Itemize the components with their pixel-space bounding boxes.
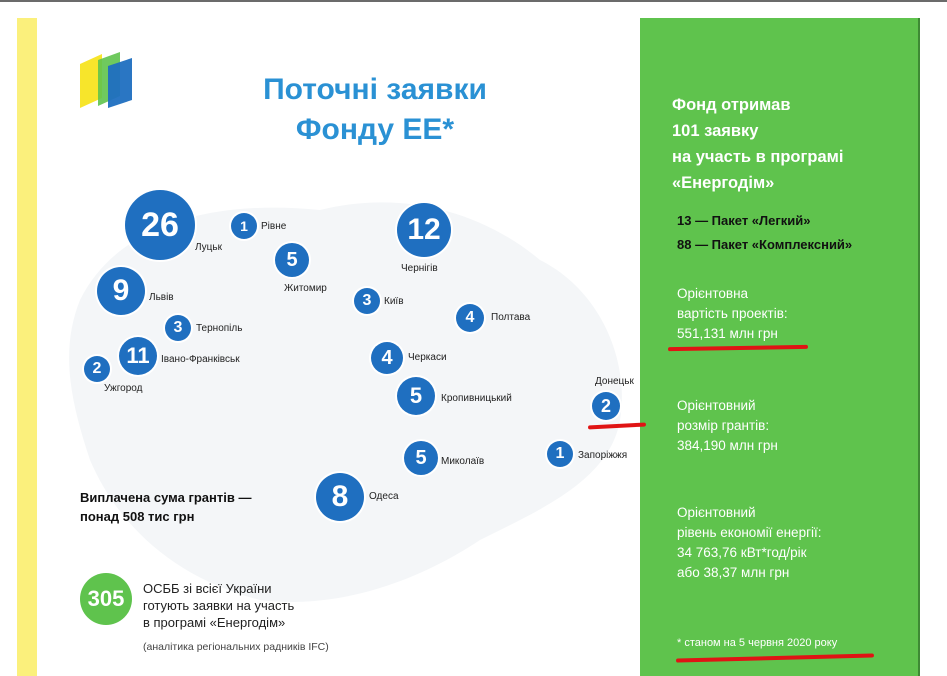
- panel-head-line-2: 101 заявку: [672, 122, 759, 140]
- osbb-text: [143, 580, 294, 631]
- grant-line-2: розмір грантів:: [677, 418, 770, 433]
- pack-light: 13 — Пакет «Легкий»: [677, 213, 811, 228]
- cost-line-1: Орієнтовна: [677, 286, 749, 301]
- city-count-uzhhorod: 2: [84, 356, 110, 382]
- city-label-lviv: Львів: [149, 292, 174, 303]
- city-count-zhytomyr: 5: [275, 243, 309, 277]
- energy-saving-block: [677, 503, 822, 583]
- city-count-rivne: 1: [231, 213, 257, 239]
- city-label-zaporizhzhia: Запоріжжя: [578, 450, 628, 461]
- grant-value: 384,190 млн грн: [677, 438, 778, 453]
- grant-size-block: [677, 396, 778, 456]
- city-label-mykolaiv: Миколаїв: [441, 456, 485, 467]
- paid-grants-text: [80, 488, 251, 526]
- city-label-zhytomyr: Житомир: [284, 283, 327, 294]
- panel-head-line-3: на участь в програмі: [672, 148, 844, 166]
- city-count-lutsk: 26: [125, 190, 195, 260]
- panel-heading: [672, 92, 912, 196]
- save-line-3: 34 763,76 кВт*год/рік: [677, 545, 807, 560]
- paid-line-1: Виплачена сума грантів —: [80, 490, 252, 505]
- city-count-chernihiv: 12: [397, 203, 451, 257]
- osbb-line-2: готують заявки на участь: [143, 598, 295, 613]
- city-label-donetsk: Донецьк: [595, 376, 634, 387]
- project-cost-block: [677, 284, 788, 344]
- panel-head-line-4: «Енергодім»: [672, 174, 775, 192]
- logo-icon: [76, 52, 134, 110]
- city-count-poltava: 4: [456, 304, 484, 332]
- panel-head-line-1: Фонд отримав: [672, 96, 791, 114]
- city-count-cherkasy: 4: [371, 342, 403, 374]
- save-line-2: рівень економії енергії:: [677, 525, 822, 540]
- city-count-donetsk: 2: [592, 392, 620, 420]
- osbb-count-badge: 305: [80, 573, 132, 625]
- save-line-1: Орієнтовний: [677, 505, 756, 520]
- osbb-source: (аналітика регіональних радників IFC): [143, 641, 329, 653]
- city-count-ternopil: 3: [165, 315, 191, 341]
- city-label-odesa: Одеса: [369, 491, 399, 502]
- osbb-line-3: в програмі «Енергодім»: [143, 615, 286, 630]
- city-label-ternopil: Тернопіль: [196, 323, 243, 334]
- city-count-ivano-frankivsk: 11: [119, 337, 157, 375]
- city-count-lviv: 9: [97, 267, 145, 315]
- title-line-1: Поточні заявки: [263, 73, 487, 106]
- panel-right-border: [918, 18, 920, 676]
- city-label-poltava: Полтава: [491, 312, 531, 323]
- title-line-2: Фонду ЕЕ*: [295, 113, 455, 146]
- city-count-kyiv: 3: [354, 288, 380, 314]
- city-label-kyiv: Київ: [384, 296, 404, 307]
- city-label-rivne: Рівне: [261, 221, 287, 232]
- city-label-lutsk: Луцьк: [195, 242, 222, 253]
- city-label-kropyvnytskyi: Кропивницький: [441, 393, 512, 404]
- cost-value: 551,131 млн грн: [677, 326, 778, 341]
- city-label-uzhhorod: Ужгород: [104, 383, 143, 394]
- pack-complex: 88 — Пакет «Комплексний»: [677, 237, 853, 252]
- city-label-cherkasy: Черкаси: [408, 352, 447, 363]
- city-label-ivano-frankivsk: Івано-Франківськ: [161, 354, 240, 365]
- city-count-kropyvnytskyi: 5: [397, 377, 435, 415]
- grant-line-1: Орієнтовний: [677, 398, 756, 413]
- date-note: * станом на 5 червня 2020 року: [677, 637, 838, 649]
- paid-line-2: понад 508 тис грн: [80, 509, 195, 524]
- yellow-strip: [17, 18, 37, 676]
- cost-line-2: вартість проектів:: [677, 306, 788, 321]
- page-title: [200, 70, 550, 150]
- save-line-4: або 38,37 млн грн: [677, 565, 790, 580]
- osbb-line-1: ОСББ зі всієї України: [143, 581, 272, 596]
- city-count-odesa: 8: [316, 473, 364, 521]
- city-count-zaporizhzhia: 1: [547, 441, 573, 467]
- city-label-chernihiv: Чернігів: [401, 263, 438, 274]
- city-count-mykolaiv: 5: [404, 441, 438, 475]
- top-border: [0, 0, 947, 2]
